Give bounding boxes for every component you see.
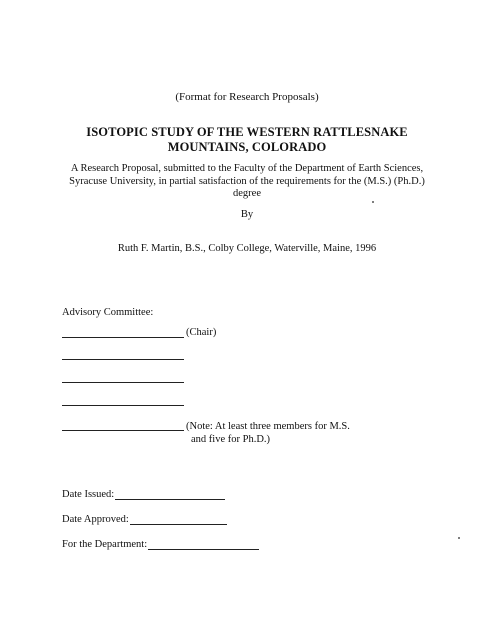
advisory-committee-heading: Advisory Committee: [62,307,154,318]
scan-speck [372,201,374,203]
format-note: (Format for Research Proposals) [175,91,319,103]
submission-statement [0,163,494,201]
member-signature-line[interactable] [62,359,184,360]
chair-signature-line[interactable] [62,337,184,338]
committee-note [186,421,350,446]
note-line: (Note: At least three members for M.S. [186,421,350,432]
member-signature-line[interactable] [62,405,184,406]
title-line: ISOTOPIC STUDY OF THE WESTERN RATTLESNAKE [86,125,408,139]
for-department-row [62,539,259,550]
chair-label: (Chair) [186,327,217,338]
submission-line: A Research Proposal, submitted to the Faculty of the Department of Earth Sciences, [70,163,424,174]
date-issued-row [62,489,225,500]
scan-speck [458,537,460,539]
date-approved-label: Date Approved: [62,514,129,525]
note-line: and five for Ph.D.) [191,433,271,445]
member-signature-line[interactable] [62,430,184,431]
member-signature-line[interactable] [62,382,184,383]
date-approved-field[interactable] [130,514,227,525]
for-department-label: For the Department: [62,539,148,550]
title-line: MOUNTAINS, COLORADO [167,140,327,154]
author-line: Ruth F. Martin, B.S., Colby College, Waterville, Maine, 1996 [117,243,377,254]
by-label: By [240,209,254,220]
submission-line: degree [233,188,261,199]
date-issued-field[interactable] [115,489,225,500]
date-issued-label: Date Issued: [62,489,115,500]
proposal-title [0,125,494,155]
for-department-field[interactable] [148,539,259,550]
date-approved-row [62,514,227,525]
submission-line: Syracuse University, in partial satisfaction of the requirements for the (M.S.) (Ph.D.) [69,175,425,187]
